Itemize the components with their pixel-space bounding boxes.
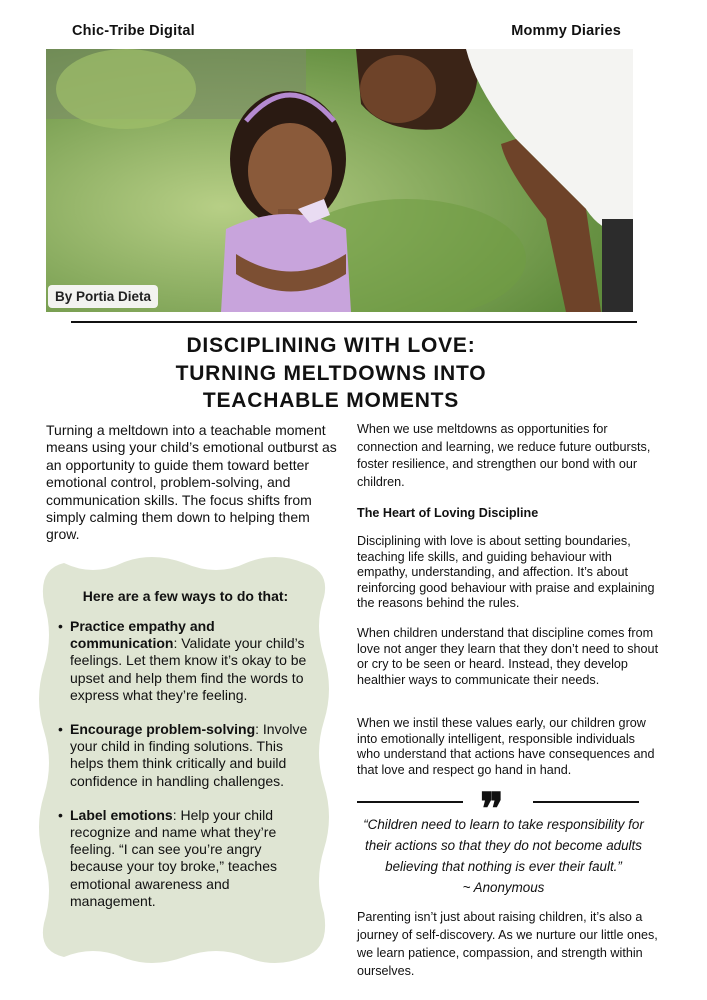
quote-divider-left [357, 801, 463, 803]
tip-text: : Help your child recognize and name what they’re feeling. “I can see you’re angry because your toy broke,” teaches emotional awareness and management. [70, 806, 278, 909]
pull-quote [352, 814, 655, 898]
list-item [58, 721, 313, 790]
tips-heading: Here are a few ways to do that: [82, 588, 289, 604]
tips-box [58, 588, 313, 927]
list-item [58, 807, 313, 910]
title-line: TURNING MELTDOWNS INTO [175, 361, 487, 385]
right-paragraph-4: When we instil these values early, our children grow into emotionally intelligent, responsible individuals who understand that actions have consequences and that love and respect go hand in hand. [357, 716, 655, 777]
list-item [58, 618, 313, 704]
right-paragraph-5: Parenting isn’t just about raising children, it’s also a journey of self-discovery. As we nurture our little ones, we learn patience, compassion, and strength within ourselves. [357, 910, 658, 978]
article-title [80, 332, 582, 415]
quote-author: ~ Anonymous [462, 880, 545, 895]
right-paragraph-1: When we use meltdowns as opportunities for connection and learning, we reduce future outbursts, foster resilience, and strengthen our bond with our children. [357, 422, 651, 489]
quote-divider-right [533, 801, 639, 803]
title-line: TEACHABLE MOMENTS [202, 389, 460, 412]
tip-text: : Involve your child in finding solutions. This helps them think critically and build confidence in handling challenges. [70, 721, 308, 789]
section-heading: The Heart of Loving Discipline [357, 506, 539, 520]
tip-title: Practice empathy and communication [70, 618, 215, 652]
right-paragraph-3: When children understand that discipline comes from love not anger they learn that they don’t need to shout or cry to be seen or heard. Instead, they develop healthier ways to communicate their needs. [357, 626, 659, 687]
quote-mark-icon: ❞ [480, 784, 504, 835]
tip-title: Label emotions [70, 806, 173, 823]
tip-title: Encourage problem-solving [70, 721, 256, 738]
byline: By Portia Dieta [48, 285, 158, 308]
hero-photo [46, 49, 633, 312]
intro-paragraph: Turning a meltdown into a teachable moment means using your child’s emotional outburst as an opportunity to guide them toward better emotional control, problem-solving, and communication skills. The focus shifts from simply calming them down to helping them grow. [46, 422, 337, 543]
title-divider [71, 321, 637, 323]
brand-name: Chic-Tribe Digital [72, 23, 195, 39]
right-paragraph-2: Disciplining with love is about setting boundaries, teaching life skills, and guiding behaviour with empathy, understanding, and affection. It’s about reinforcing good behaviour with praise and explaining the reasons behind the rules. [357, 534, 655, 610]
section-name: Mommy Diaries [511, 23, 621, 39]
title-line: DISCIPLINING WITH LOVE: [186, 334, 476, 357]
quote-text: “Children need to learn to take responsibility for their actions so that they do not become adults believing that nothing is ever their fault.” [363, 817, 644, 874]
tip-text: : Validate your child’s feelings. Let them know it’s okay to be upset and help them find the words to express what they’re feeling. [70, 635, 307, 703]
